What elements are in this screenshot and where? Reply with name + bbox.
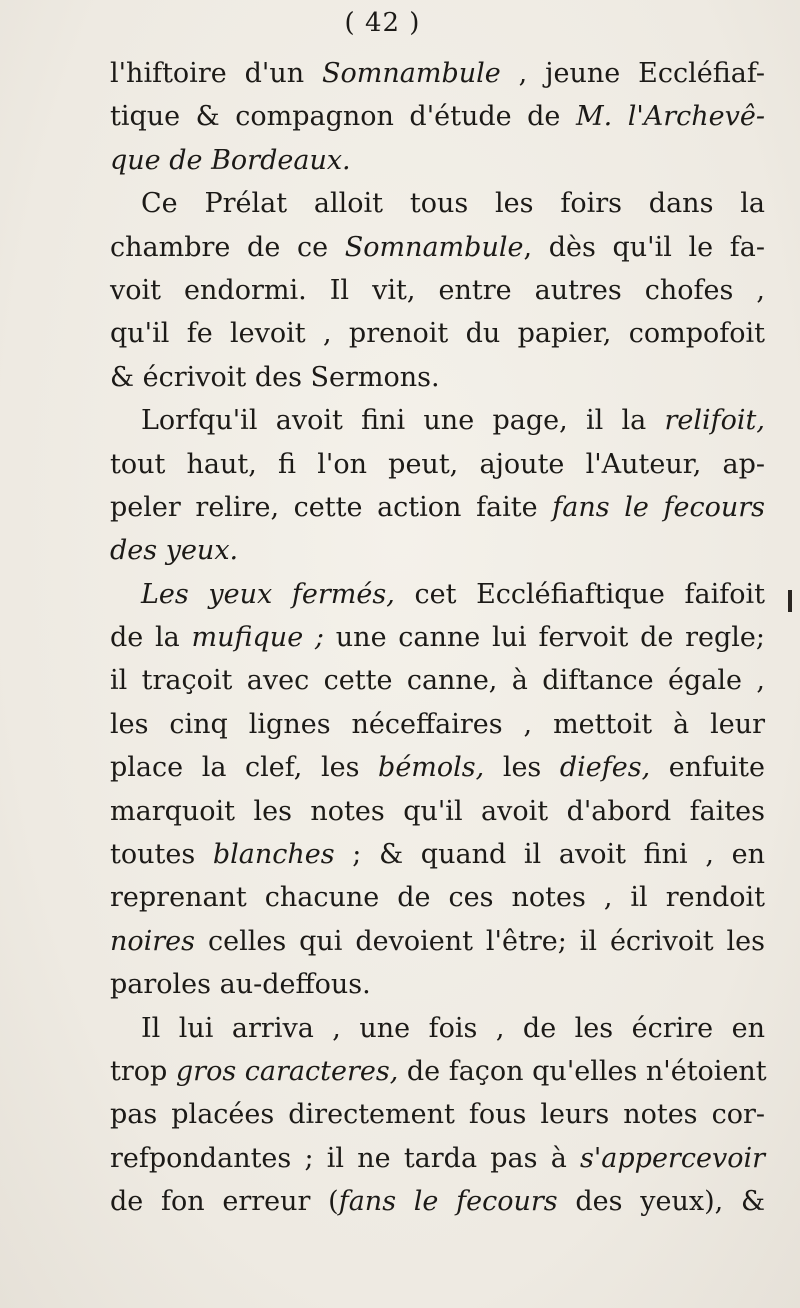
- text-line-l04: Ce Prélat alloit tous les foirs dans la: [141, 188, 765, 220]
- page-number: ( 42 ): [344, 8, 421, 38]
- text-line-l06: voit endormi. Il vit, entre autres chofes ,: [110, 274, 765, 306]
- text-line-l15: il traçoit avec cette canne, à diftance égale ,: [110, 665, 765, 697]
- text-line-l20: reprenant chacune de ces notes , il rendoit: [110, 882, 765, 914]
- text-line-l19: toutes blanches ; & quand il avoit fini , en: [110, 839, 765, 871]
- text-line-l25: pas placées directement fous leurs notes cor-: [110, 1099, 765, 1131]
- text-line-l18: marquoit les notes qu'il avoit d'abord faites: [110, 795, 765, 827]
- text-line-l11: peler relire, cette action faite fans le fecours: [110, 491, 765, 523]
- text-line-l17: place la clef, les bémols, les diefes, enfuite: [110, 752, 766, 784]
- text-line-l27: de fon erreur (fans le fecours des yeux), &: [110, 1186, 765, 1218]
- text-line-l22: paroles au-deffous.: [110, 969, 371, 1001]
- text-line-l13: Les yeux fermés, cet Eccléfiaftique faifoit: [141, 578, 765, 610]
- text-line-l09: Lorfqu'il avoit fini une page, il la relifoit,: [141, 405, 765, 437]
- text-line-l08: & écrivoit des Sermons.: [110, 361, 440, 393]
- text-line-l23: Il lui arriva , une fois , de les écrire en: [141, 1012, 765, 1044]
- text-line-l14: de la mufique ; une canne lui fervoit de regle;: [110, 622, 765, 654]
- text-line-l24: trop gros caracteres, de façon qu'elles n'étoient: [110, 1055, 767, 1087]
- text-line-l05: chambre de ce Somnambule, dès qu'il le fa-: [110, 231, 765, 263]
- text-line-l16: les cinq lignes néceffaires , mettoit à leur: [110, 708, 765, 740]
- text-line-l03: que de Bordeaux.: [110, 144, 351, 176]
- text-line-l02: tique & compagnon d'étude de M. l'Archevê-: [110, 101, 765, 133]
- text-line-l01: l'hiftoire d'un Somnambule , jeune Eccléfiaf-: [110, 58, 765, 89]
- body-text: [110, 52, 765, 1224]
- text-line-l10: tout haut, fi l'on peut, ajoute l'Auteur, ap-: [110, 448, 765, 480]
- text-line-l12: des yeux.: [110, 535, 239, 567]
- text-line-l07: qu'il fe levoit , prenoit du papier, compofoit: [110, 318, 765, 350]
- margin-ink-mark: [788, 590, 792, 612]
- text-line-l26: refpondantes ; il ne tarda pas à s'appercevoir: [110, 1142, 765, 1174]
- text-line-l21: noires celles qui devoient l'être; il écrivoit les: [110, 925, 765, 957]
